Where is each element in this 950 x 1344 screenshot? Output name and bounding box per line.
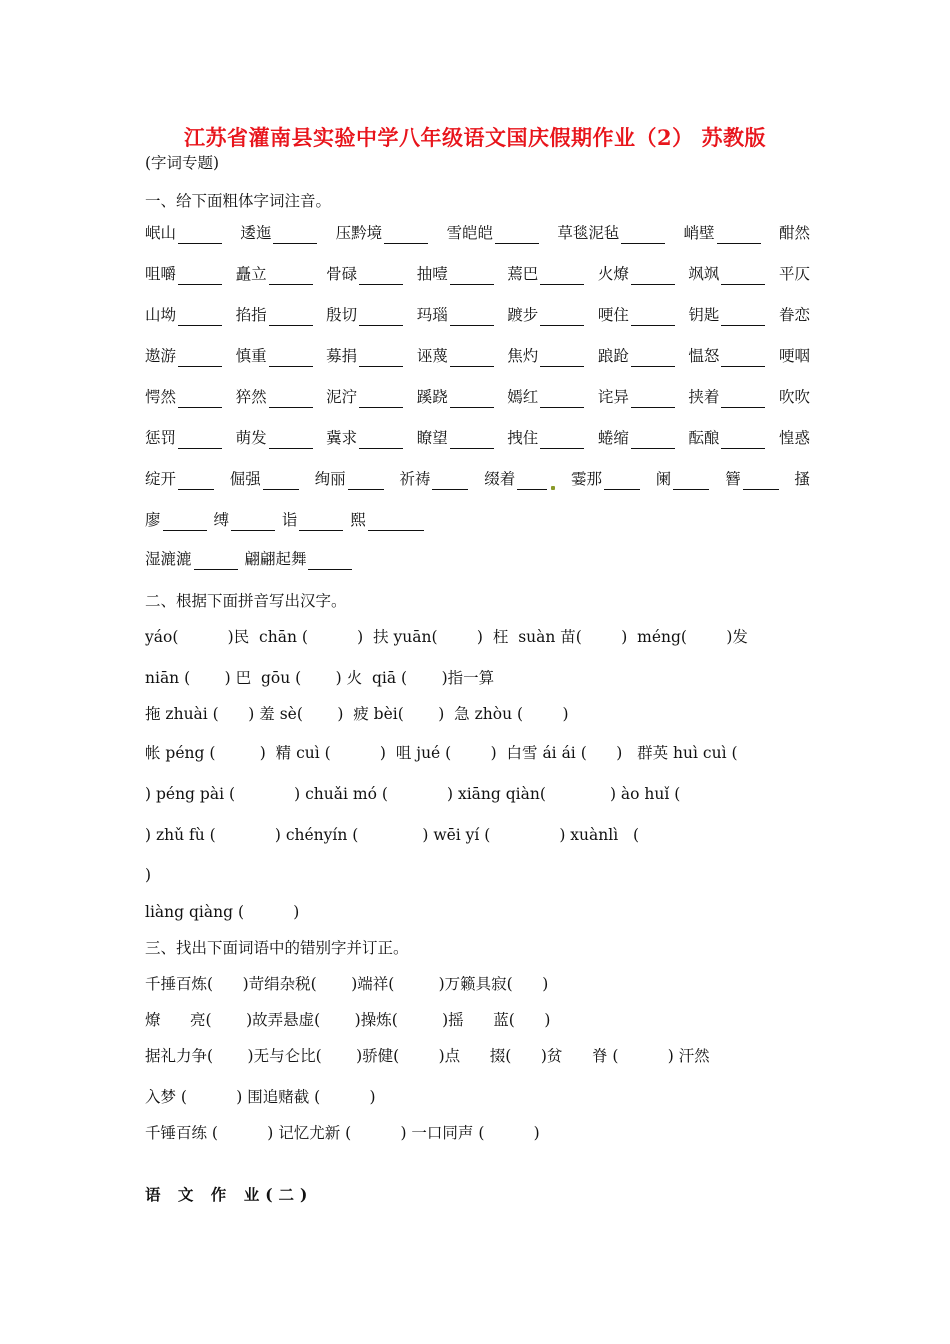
- answer-blank[interactable]: [269, 392, 313, 408]
- word: 咀嚼: [145, 265, 177, 283]
- pinyin-line-4: 帐 péng ( ) 精 cuì ( ) 咀 jué ( ) 白雪 ái ái ( ) 群英 huì cuì (: [145, 744, 738, 762]
- word: 平仄: [778, 265, 810, 283]
- word: 冀求: [326, 429, 358, 447]
- answer-blank[interactable]: [178, 392, 222, 408]
- word: 挟着: [688, 388, 720, 406]
- section1-row-7: [145, 468, 810, 490]
- word: 惩罚: [145, 429, 177, 447]
- word: 掐指: [235, 306, 267, 324]
- word: 廖: [145, 511, 161, 529]
- answer-blank[interactable]: [299, 515, 343, 531]
- page-title: 江苏省灌南县实验中学八年级语文国庆假期作业（2） 苏教版: [184, 125, 766, 150]
- section1-row-6: [145, 427, 810, 449]
- word: 诣: [281, 511, 298, 529]
- section1-row-2: [145, 263, 810, 285]
- word: 绽开: [145, 470, 177, 488]
- word: 祈祷: [399, 470, 431, 488]
- section1-heading: 一、给下面粗体字词注音。: [145, 192, 332, 210]
- word: 玛瑙: [416, 306, 448, 324]
- word: 阑: [655, 470, 672, 488]
- section1-row-4: [145, 345, 810, 367]
- answer-blank[interactable]: [308, 554, 352, 570]
- answer-blank[interactable]: [540, 433, 584, 449]
- word: 矗立: [235, 265, 267, 283]
- answer-blank[interactable]: [604, 474, 640, 490]
- word: 愠怒: [688, 347, 720, 365]
- word: 簪: [725, 470, 741, 488]
- answer-blank[interactable]: [273, 228, 317, 244]
- answer-blank[interactable]: [384, 228, 428, 244]
- word: 踉跄: [597, 347, 629, 365]
- word: 骨碌: [326, 265, 358, 283]
- word: 拽住: [507, 429, 539, 447]
- answer-blank[interactable]: [263, 474, 299, 490]
- word: 哽咽: [778, 347, 810, 365]
- answer-blank[interactable]: [178, 351, 222, 367]
- word: 缚: [213, 511, 229, 529]
- word: 熙: [350, 511, 366, 529]
- pinyin-line-2: niān ( ) 巴 gōu ( ) 火 qiā ( )指一算: [145, 669, 495, 687]
- word: 峭壁: [683, 224, 715, 242]
- answer-blank[interactable]: [631, 433, 675, 449]
- word: 慎重: [235, 347, 267, 365]
- answer-blank[interactable]: [721, 310, 765, 326]
- answer-blank[interactable]: [631, 392, 675, 408]
- word: 诬蔑: [416, 347, 448, 365]
- word: 殷切: [326, 306, 358, 324]
- word: 倔强: [229, 470, 261, 488]
- answer-blank[interactable]: [178, 310, 222, 326]
- answer-blank[interactable]: [631, 310, 675, 326]
- pinyin-line-8: liàng qiàng ( ): [145, 903, 300, 921]
- word: 抽噎: [416, 265, 448, 283]
- word: 蔫巴: [507, 265, 539, 283]
- section1-row-3: [145, 304, 810, 326]
- word: 萌发: [235, 429, 267, 447]
- answer-blank[interactable]: [178, 474, 214, 490]
- answer-blank[interactable]: [163, 515, 207, 531]
- answer-blank[interactable]: [432, 474, 468, 490]
- word: 岷山: [145, 224, 177, 242]
- subtitle: (字词专题): [145, 154, 220, 172]
- answer-blank[interactable]: [178, 228, 222, 244]
- word: 吹吹: [778, 388, 810, 406]
- answer-blank[interactable]: [540, 392, 584, 408]
- answer-blank[interactable]: [631, 351, 675, 367]
- answer-blank[interactable]: [368, 515, 424, 531]
- pinyin-line-7: ): [145, 866, 152, 884]
- answer-blank[interactable]: [359, 433, 403, 449]
- word: 嫣红: [507, 388, 539, 406]
- correction-line-1: 千捶百炼( )苛绢杂税( )端祥( )万籁具寂( ): [145, 975, 549, 993]
- answer-blank[interactable]: [540, 310, 584, 326]
- word: 酣然: [778, 224, 810, 242]
- correction-line-3: 据礼力争( )无与仑比( )骄健( )点 掇( )贫 脊 ( ) 汗然: [145, 1047, 710, 1065]
- pinyin-line-1: yáo( )民 chān ( ) 扶 yuān( ) 枉 suàn 苗( ) méng( )发: [145, 628, 748, 646]
- correction-line-5: 千锤百练 ( ) 记忆尤新 ( ) 一口同声 ( ): [145, 1124, 540, 1142]
- answer-blank[interactable]: [673, 474, 709, 490]
- word: 泥泞: [326, 388, 358, 406]
- answer-blank[interactable]: [450, 392, 494, 408]
- word: 搔: [794, 470, 810, 488]
- word: 踱步: [507, 306, 539, 324]
- footer-heading: 语 文 作 业(二): [145, 1185, 314, 1204]
- word: 钥匙: [688, 306, 720, 324]
- answer-blank[interactable]: [348, 474, 384, 490]
- answer-blank[interactable]: [631, 269, 675, 285]
- word: 绚丽: [314, 470, 346, 488]
- word: 翩翩起舞: [244, 550, 307, 568]
- word: 哽住: [597, 306, 629, 324]
- answer-blank[interactable]: [450, 269, 494, 285]
- answer-blank[interactable]: [359, 310, 403, 326]
- section1-row-8: [145, 509, 810, 531]
- section1-row-1: [145, 222, 810, 244]
- correction-line-2: 燎 亮( )故弄悬虚( )操炼( )摇 蓝( ): [145, 1011, 551, 1029]
- answer-blank[interactable]: [721, 433, 765, 449]
- answer-blank[interactable]: [540, 269, 584, 285]
- answer-blank[interactable]: [717, 228, 761, 244]
- answer-blank[interactable]: [231, 515, 275, 531]
- answer-blank[interactable]: [621, 228, 665, 244]
- pinyin-line-6: ) zhǔ fù ( ) chényín ( ) wēi yí ( ) xuànlì (: [145, 826, 639, 844]
- answer-blank[interactable]: [269, 310, 313, 326]
- answer-blank[interactable]: [194, 554, 238, 570]
- word: 霎那: [570, 470, 602, 488]
- answer-blank[interactable]: [359, 269, 403, 285]
- word: 压黔境: [335, 224, 383, 242]
- word: 愕然: [145, 388, 177, 406]
- word: 眷恋: [778, 306, 810, 324]
- answer-blank[interactable]: [721, 351, 765, 367]
- word: 瞭望: [416, 429, 448, 447]
- section3-heading: 三、找出下面词语中的错别字并订正。: [145, 939, 409, 957]
- answer-blank[interactable]: [269, 351, 313, 367]
- word: 诧异: [597, 388, 629, 406]
- pinyin-line-3: 拖 zhuài ( ) 羞 sè( ) 疲 bèi( ) 急 zhòu ( ): [145, 705, 569, 723]
- word: 募捐: [326, 347, 358, 365]
- answer-blank[interactable]: [721, 269, 765, 285]
- answer-blank[interactable]: [269, 269, 313, 285]
- answer-blank[interactable]: [450, 310, 494, 326]
- correction-line-4: 入梦 ( ) 围追赌截 ( ): [145, 1088, 376, 1106]
- answer-blank[interactable]: [450, 351, 494, 367]
- word: 湿漉漉: [145, 550, 192, 568]
- answer-blank[interactable]: [517, 474, 547, 490]
- word: 酝酿: [688, 429, 720, 447]
- answer-blank[interactable]: [743, 474, 779, 490]
- answer-blank[interactable]: [450, 433, 494, 449]
- section1-row-5: [145, 386, 810, 408]
- word: 山坳: [145, 306, 177, 324]
- word: 飒飒: [688, 265, 720, 283]
- answer-blank[interactable]: [269, 433, 313, 449]
- mark-dot-icon: [551, 486, 555, 490]
- word: 火燎: [597, 265, 629, 283]
- answer-blank[interactable]: [721, 392, 765, 408]
- answer-blank[interactable]: [178, 433, 222, 449]
- answer-blank[interactable]: [359, 392, 403, 408]
- answer-blank[interactable]: [359, 351, 403, 367]
- word: 惶惑: [778, 429, 810, 447]
- answer-blank[interactable]: [178, 269, 222, 285]
- word: 猝然: [235, 388, 267, 406]
- answer-blank[interactable]: [540, 351, 584, 367]
- word: 逶迤: [240, 224, 272, 242]
- section2-heading: 二、根据下面拼音写出汉字。: [145, 592, 347, 610]
- word: 蜷缩: [597, 429, 629, 447]
- section1-row-9: [145, 548, 810, 570]
- word: 雪皑皑: [446, 224, 493, 242]
- word: 焦灼: [507, 347, 539, 365]
- word: 缀着: [484, 470, 516, 488]
- word: 蹊跷: [416, 388, 448, 406]
- pinyin-line-5: ) péng pài ( ) chuǎi mó ( ) xiāng qiàn( ) ào huǐ (: [145, 785, 681, 803]
- word: 草毯泥毡: [557, 224, 620, 242]
- answer-blank[interactable]: [495, 228, 539, 244]
- word: 遨游: [145, 347, 177, 365]
